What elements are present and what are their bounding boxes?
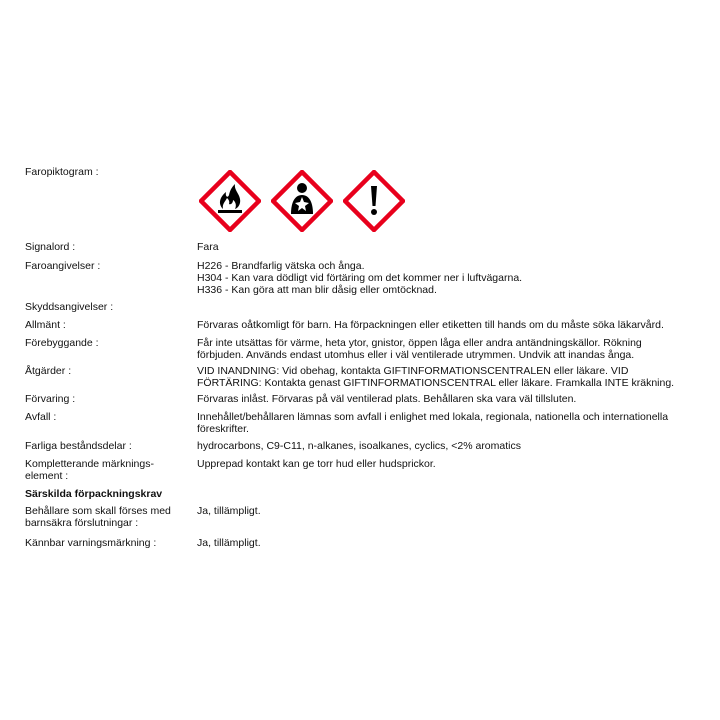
allmant-value: Förvaras oåtkomligt för barn. Ha förpackningen eller etiketten till hands om du måste söka läkarvård.: [197, 319, 664, 331]
kannbar-value: Ja, tillämpligt.: [197, 537, 261, 549]
flame-icon: [199, 170, 261, 232]
forebyggande-line: Får inte utsättas för värme, heta ytor, gnistor, öppen låga eller andra antändningskällor. Rökning: [197, 337, 642, 349]
kompletterande-label-line: element :: [25, 470, 69, 482]
allmant-label: Allmänt :: [25, 319, 66, 331]
pictogram-label: Faropiktogram :: [25, 166, 99, 178]
forebyggande-line: förbjuden. Används endast utomhus eller i väl ventilerade utrymmen. Undvik att inandas ånga.: [197, 349, 635, 361]
kannbar-label: Kännbar varningsmärkning :: [25, 537, 157, 549]
signalord-label: Signalord :: [25, 241, 76, 253]
behallare-value: Ja, tillämpligt.: [197, 505, 261, 517]
atgarder-line: FÖRTÄRING: Kontakta genast GIFTINFORMATIONSCENTRAL eller läkare. Framkalla INTE kräkning.: [197, 377, 675, 389]
exclamation-icon: [343, 170, 405, 232]
avfall-label: Avfall :: [25, 411, 57, 423]
behallare-label-line: Behållare som skall förses med: [25, 505, 171, 517]
forebyggande-label: Förebyggande :: [25, 337, 99, 349]
faroangivelser-label: Faroangivelser :: [25, 260, 101, 272]
hazard-statement: H304 - Kan vara dödligt vid förtäring om det kommer ner i luftvägarna.: [197, 272, 523, 284]
avfall-line: Innehållet/behållaren lämnas som avfall i enlighet med lokala, regionala, nationella och internationella: [197, 411, 669, 423]
farliga-value: hydrocarbons, C9-C11, n-alkanes, isoalkanes, cyclics, <2% aromatics: [197, 440, 521, 452]
kompletterande-label-line: Kompletterande märknings-: [25, 458, 154, 470]
hazard-statement: H226 - Brandfarlig vätska och ånga.: [197, 260, 365, 272]
forebyggande-value: [197, 337, 697, 361]
avfall-value: [197, 411, 697, 435]
kompletterande-value: Upprepad kontakt kan ge torr hud eller hudsprickor.: [197, 458, 436, 470]
signalord-value: Fara: [197, 241, 219, 253]
behallare-label-line: barnsäkra förslutningar :: [25, 517, 139, 529]
health-hazard-icon: [271, 170, 333, 232]
behallare-label: [25, 505, 193, 529]
kompletterande-label: [25, 458, 193, 482]
avfall-line: föreskrifter.: [197, 423, 249, 435]
atgarder-line: VID INANDNING: Vid obehag, kontakta GIFTINFORMATIONSCENTRALEN eller läkare. VID: [197, 365, 629, 377]
sarskilda-heading: Särskilda förpackningskrav: [25, 488, 163, 500]
farliga-label: Farliga beståndsdelar :: [25, 440, 132, 452]
hazard-statement: H336 - Kan göra att man blir dåsig eller omtöcknad.: [197, 284, 437, 296]
atgarder-label: Åtgärder :: [25, 365, 72, 377]
skyddsangivelser-label: Skyddsangivelser :: [25, 301, 114, 313]
faroangivelser-value: [197, 260, 697, 296]
forvaring-label: Förvaring :: [25, 393, 76, 405]
forvaring-value: Förvaras inlåst. Förvaras på väl ventilerad plats. Behållaren ska vara väl tillsluten.: [197, 393, 577, 405]
atgarder-value: [197, 365, 697, 389]
